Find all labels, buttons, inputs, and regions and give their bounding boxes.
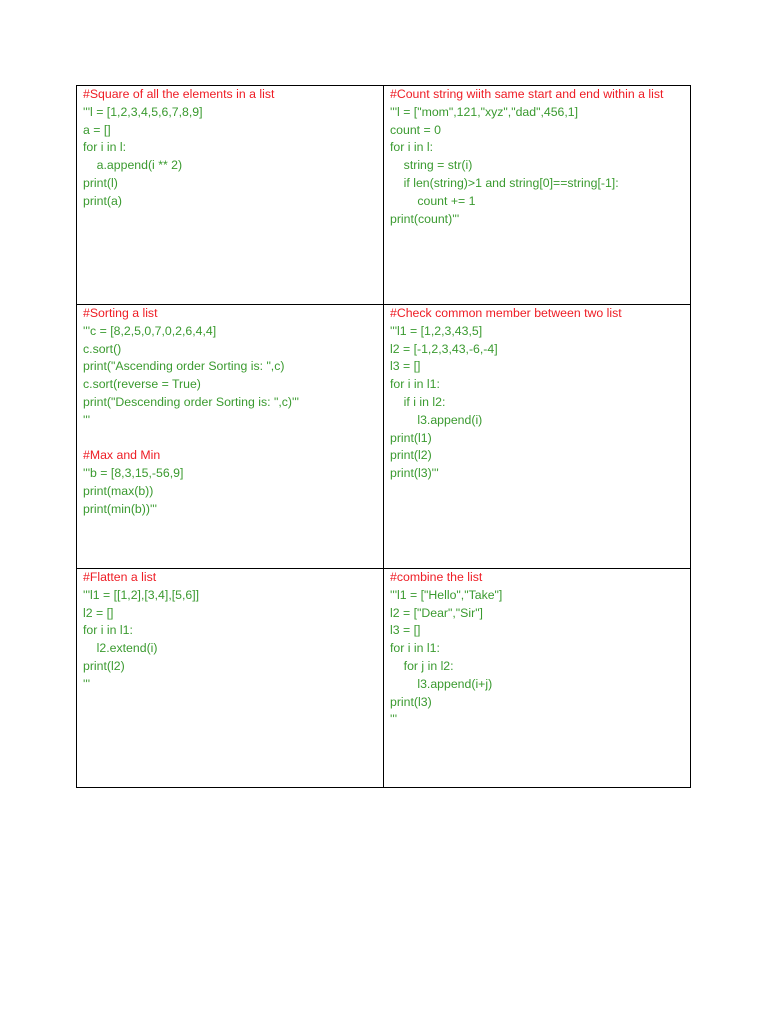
code-line: print(a) (83, 193, 122, 208)
snippet-heading: #Sorting a list (83, 306, 158, 320)
code-line: for j in l2: (390, 658, 454, 673)
code-line: l3.append(i) (390, 412, 483, 427)
code-line: print(min(b))''' (83, 501, 157, 516)
code-line: c.sort() (83, 341, 122, 356)
code-line: l3 = [] (390, 359, 421, 374)
code-line: print("Descending order Sorting is: ",c)''' (83, 394, 300, 409)
snippet-heading: #Count string wiith same start and end within a list (390, 87, 664, 101)
table-row (77, 305, 691, 569)
code-line: print(l) (83, 175, 118, 190)
code-line: l3 = [] (390, 623, 421, 638)
cell-count-string (384, 86, 691, 305)
code-line: l3.append(i+j) (390, 676, 493, 691)
code-line: '''b = [8,3,15,-56,9] (83, 466, 184, 481)
code-line: '''l = ["mom",121,"xyz","dad",456,1] (390, 104, 579, 119)
code-line: for i in l: (390, 140, 434, 155)
code-line: string = str(i) (390, 158, 473, 173)
cell-combine-list (384, 569, 691, 788)
code-line: l2.extend(i) (83, 641, 158, 656)
code-line: if i in l2: (390, 394, 446, 409)
code-line: ''' (83, 412, 91, 427)
code-line: for i in l1: (83, 623, 133, 638)
code-line: for i in l1: (390, 377, 440, 392)
code-line (83, 430, 377, 448)
code-line: for i in l: (83, 140, 127, 155)
cell-sorting-max-min (77, 305, 384, 569)
cell-square-list (77, 86, 384, 305)
code-line: count += 1 (390, 193, 476, 208)
code-line: print(l2) (83, 658, 125, 673)
table-row (77, 86, 691, 305)
table-row (77, 569, 691, 788)
code-line: a = [] (83, 122, 111, 137)
code-line: for i in l1: (390, 641, 440, 656)
snippet-heading: #Max and Min (83, 448, 161, 463)
cell-common-member (384, 305, 691, 569)
code-line: count = 0 (390, 122, 441, 137)
snippet-heading: #Square of all the elements in a list (83, 87, 275, 101)
code-line: '''l = [1,2,3,4,5,6,7,8,9] (83, 104, 203, 119)
code-line: print(l1) (390, 430, 432, 445)
code-line: '''l1 = [[1,2],[3,4],[5,6]] (83, 587, 200, 602)
code-line: ''' (390, 712, 398, 727)
snippet-heading: #Flatten a list (83, 570, 157, 584)
code-line: print("Ascending order Sorting is: ",c) (83, 359, 285, 374)
code-line: print(l3) (390, 694, 432, 709)
code-line: a.append(i ** 2) (83, 158, 183, 173)
code-line: '''c = [8,2,5,0,7,0,2,6,4,4] (83, 323, 217, 338)
cell-flatten-list (77, 569, 384, 788)
snippet-heading: #Check common member between two list (390, 306, 622, 320)
code-line: '''l1 = ["Hello","Take"] (390, 587, 503, 602)
code-line: l2 = ["Dear","Sir"] (390, 605, 483, 620)
code-line: c.sort(reverse = True) (83, 377, 201, 392)
code-line: ''' (83, 676, 91, 691)
code-line: print(l3)''' (390, 466, 439, 481)
code-line: l2 = [-1,2,3,43,-6,-4] (390, 341, 498, 356)
code-line: '''l1 = [1,2,3,43,5] (390, 323, 483, 338)
code-line: print(max(b)) (83, 483, 154, 498)
code-line: print(l2) (390, 448, 432, 463)
code-line: if len(string)>1 and string[0]==string[-1]: (390, 175, 619, 190)
code-line: print(count)''' (390, 211, 460, 226)
code-snippet-table (76, 85, 691, 788)
code-line: l2 = [] (83, 605, 114, 620)
snippet-heading: #combine the list (390, 570, 483, 584)
